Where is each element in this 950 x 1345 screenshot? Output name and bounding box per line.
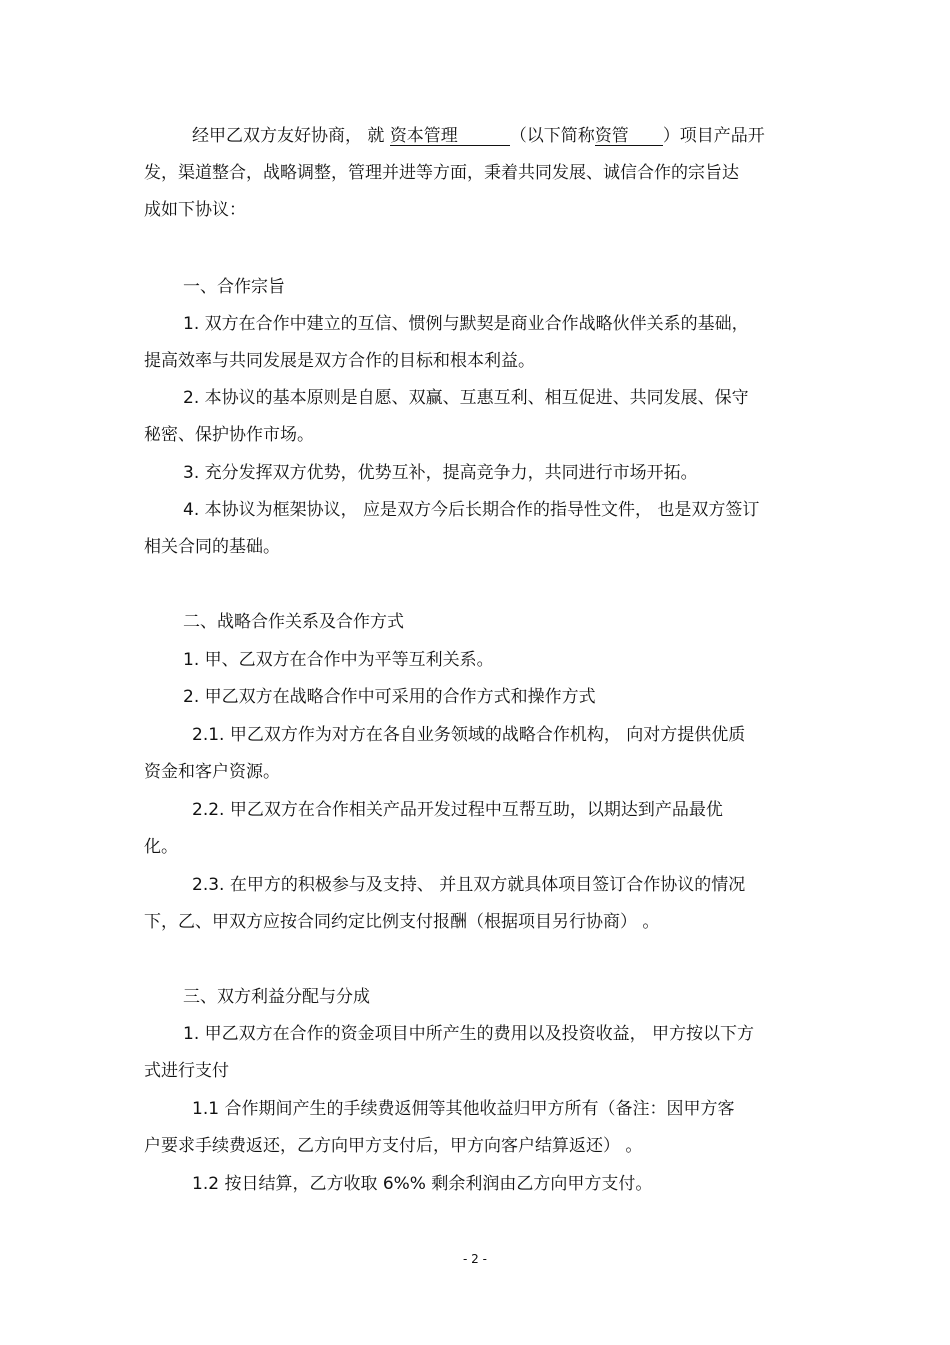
section-2-line: 2.2. 甲乙双方在合作相关产品开发过程中互帮互助，以期达到产品最优: [192, 800, 723, 820]
section-1-heading: 一、合作宗旨: [183, 277, 285, 297]
section-1-line: 秘密、保护协作市场。: [144, 425, 314, 445]
section-1-line: 提高效率与共同发展是双方合作的目标和根本利益。: [144, 351, 535, 371]
intro-line-3: 成如下协议：: [144, 200, 246, 220]
section-3-heading: 三、双方利益分配与分成: [183, 987, 370, 1007]
section-3-line: 式进行支付: [144, 1061, 229, 1081]
section-1-line: 1. 双方在合作中建立的互信、惯例与默契是商业合作战略伙伴关系的基础，: [183, 314, 749, 334]
short-name-blank: 资管: [595, 127, 663, 146]
project-name-blank: 资本管理: [390, 127, 510, 146]
section-2-line: 2.1. 甲乙双方作为对方在各自业务领域的战略合作机构， 向对方提供优质: [192, 725, 746, 745]
section-2-line: 下，乙、甲双方应按合同约定比例支付报酬（根据项目另行协商） 。: [144, 912, 660, 932]
section-1-line: 2. 本协议的基本原则是自愿、双赢、互惠互利、相互促进、共同发展、保守: [183, 388, 749, 408]
section-2-line: 化。: [144, 837, 178, 857]
section-2-line: 1. 甲、乙双方在合作中为平等互利关系。: [183, 650, 494, 670]
section-2-line: 2. 甲乙双方在战略合作中可采用的合作方式和操作方式: [183, 687, 596, 707]
intro-suffix: ）项目产品开: [662, 126, 765, 146]
section-3-line: 户要求手续费返还，乙方向甲方支付后，甲方向客户结算返还） 。: [144, 1136, 643, 1156]
intro-prefix: 经甲乙双方友好协商， 就: [192, 126, 390, 146]
section-3-line: 1.1 合作期间产生的手续费返佣等其他收益归甲方所有（备注：因甲方客: [192, 1099, 735, 1119]
section-2-heading: 二、战略合作关系及合作方式: [183, 612, 404, 632]
intro-middle: （以下简称: [509, 126, 595, 146]
section-2-line: 2.3. 在甲方的积极参与及支持、 并且双方就具体项目签订合作协议的情况: [192, 875, 746, 895]
page-number: - 2 -: [463, 1252, 487, 1266]
section-1-line: 相关合同的基础。: [144, 537, 280, 557]
intro-line-1: [192, 126, 765, 146]
section-3-line: 1. 甲乙双方在合作的资金项目中所产生的费用以及投资收益， 甲方按以下方: [183, 1024, 755, 1044]
section-1-line: 4. 本协议为框架协议， 应是双方今后长期合作的指导性文件， 也是双方签订: [183, 500, 760, 520]
section-2-line: 资金和客户资源。: [144, 762, 280, 782]
section-3-line: 1.2 按日结算，乙方收取 6%% 剩余利润由乙方向甲方支付。: [192, 1174, 653, 1194]
intro-line-2: 发，渠道整合，战略调整，管理并进等方面，秉着共同发展、诚信合作的宗旨达: [144, 163, 739, 183]
section-1-line: 3. 充分发挥双方优势，优势互补，提高竞争力，共同进行市场开拓。: [183, 463, 698, 483]
